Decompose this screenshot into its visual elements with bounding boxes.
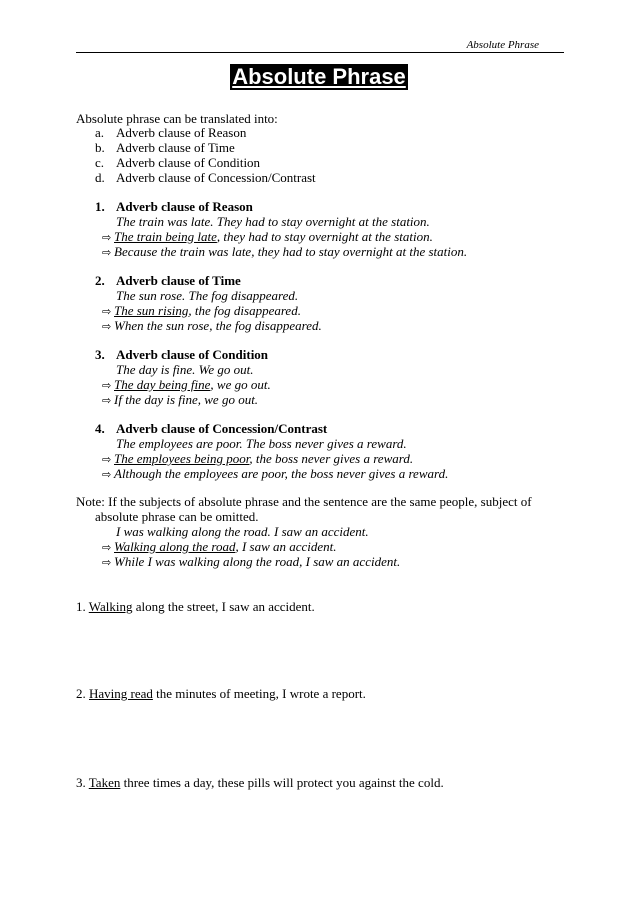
adverb-clause-line xyxy=(102,244,467,260)
exercise-item xyxy=(76,686,366,701)
arrow-right-icon: ⇨ xyxy=(102,305,112,318)
list-item-text: Adverb clause of Concession/Contrast xyxy=(116,170,316,185)
adverb-clause-line xyxy=(102,466,448,482)
exercise-phrase: Walking xyxy=(88,599,133,614)
arrow-right-icon: ⇨ xyxy=(102,231,112,244)
absolute-phrase-rest: , I saw an accident. xyxy=(235,539,337,554)
example-sentence: The employees are poor. The boss never gives a reward. xyxy=(116,436,407,451)
absolute-phrase-line xyxy=(102,303,301,319)
arrow-right-icon: ⇨ xyxy=(102,246,112,259)
absolute-phrase: Walking along the road xyxy=(114,539,236,554)
absolute-phrase: The day being fine xyxy=(114,377,211,392)
list-marker: d. xyxy=(95,170,105,185)
list-item-text: Adverb clause of Reason xyxy=(116,125,247,140)
arrow-right-icon: ⇨ xyxy=(102,453,112,466)
section-number: 1. xyxy=(95,199,105,214)
absolute-phrase-line xyxy=(102,229,433,245)
adverb-clause-line xyxy=(102,318,322,334)
intro-text: Absolute phrase can be translated into: xyxy=(76,111,278,126)
exercise-phrase: Taken xyxy=(88,775,121,790)
adverb-clause: If the day is fine, we go out. xyxy=(114,392,259,407)
section-number: 3. xyxy=(95,347,105,362)
exercise-rest: along the street, I saw an accident. xyxy=(132,599,315,614)
arrow-right-icon: ⇨ xyxy=(102,394,112,407)
list-marker: c. xyxy=(95,155,105,170)
absolute-phrase-rest: , the boss never gives a reward. xyxy=(249,451,414,466)
adverb-clause: Although the employees are poor, the boss never gives a reward. xyxy=(114,466,449,481)
section-number: 2. xyxy=(95,273,105,288)
absolute-phrase-line xyxy=(102,451,413,467)
list-marker: a. xyxy=(95,125,105,140)
note-clause-line xyxy=(102,554,400,570)
example-sentence: The day is fine. We go out. xyxy=(116,362,254,377)
list-item-text: Adverb clause of Condition xyxy=(116,155,261,170)
section-number: 4. xyxy=(95,421,105,436)
exercise-item xyxy=(76,775,444,790)
note-example: I was walking along the road. I saw an accident. xyxy=(116,524,369,539)
page-title-text: Absolute Phrase xyxy=(232,64,406,89)
exercise-number: 2. xyxy=(76,686,89,701)
note-text-continued: absolute phrase can be omitted. xyxy=(95,509,259,524)
section-heading: Adverb clause of Concession/Contrast xyxy=(116,421,328,436)
absolute-phrase: The employees being poor xyxy=(114,451,250,466)
arrow-right-icon: ⇨ xyxy=(102,320,112,333)
list-item xyxy=(95,140,105,155)
section-heading: Adverb clause of Condition xyxy=(116,347,269,362)
arrow-right-icon: ⇨ xyxy=(102,379,112,392)
list-item xyxy=(95,155,104,170)
list-item xyxy=(95,125,104,140)
adverb-clause: While I was walking along the road, I saw an accident. xyxy=(114,554,401,569)
page-title xyxy=(0,64,638,90)
absolute-phrase-rest: , the fog disappeared. xyxy=(188,303,301,318)
list-marker: b. xyxy=(95,140,105,155)
arrow-right-icon: ⇨ xyxy=(102,541,112,554)
exercise-number: 3. xyxy=(76,775,89,790)
note-absolute-line xyxy=(102,539,337,555)
exercise-rest: the minutes of meeting, I wrote a report. xyxy=(152,686,366,701)
arrow-right-icon: ⇨ xyxy=(102,556,112,569)
absolute-phrase-rest: , they had to stay overnight at the station. xyxy=(216,229,433,244)
header-rule xyxy=(76,52,564,53)
example-sentence: The train was late. They had to stay overnight at the station. xyxy=(116,214,430,229)
adverb-clause: Because the train was late, they had to stay overnight at the station. xyxy=(114,244,468,259)
absolute-phrase: The sun rising xyxy=(114,303,189,318)
absolute-phrase: The train being late xyxy=(114,229,217,244)
adverb-clause-line xyxy=(102,392,258,408)
list-item xyxy=(95,170,105,185)
absolute-phrase-line xyxy=(102,377,271,393)
example-sentence: The sun rose. The fog disappeared. xyxy=(116,288,299,303)
exercise-rest: three times a day, these pills will protect you against the cold. xyxy=(120,775,444,790)
section-heading: Adverb clause of Reason xyxy=(116,199,253,214)
exercise-item xyxy=(76,599,315,614)
section-heading: Adverb clause of Time xyxy=(116,273,241,288)
absolute-phrase-rest: , we go out. xyxy=(210,377,271,392)
exercise-number: 1. xyxy=(76,599,89,614)
exercise-phrase: Having read xyxy=(89,686,153,701)
arrow-right-icon: ⇨ xyxy=(102,468,112,481)
adverb-clause: When the sun rose, the fog disappeared. xyxy=(114,318,322,333)
running-header: Absolute Phrase xyxy=(466,39,539,51)
list-item-text: Adverb clause of Time xyxy=(116,140,235,155)
note-text: Note: If the subjects of absolute phrase and the sentence are the same people, subject of xyxy=(76,494,532,509)
